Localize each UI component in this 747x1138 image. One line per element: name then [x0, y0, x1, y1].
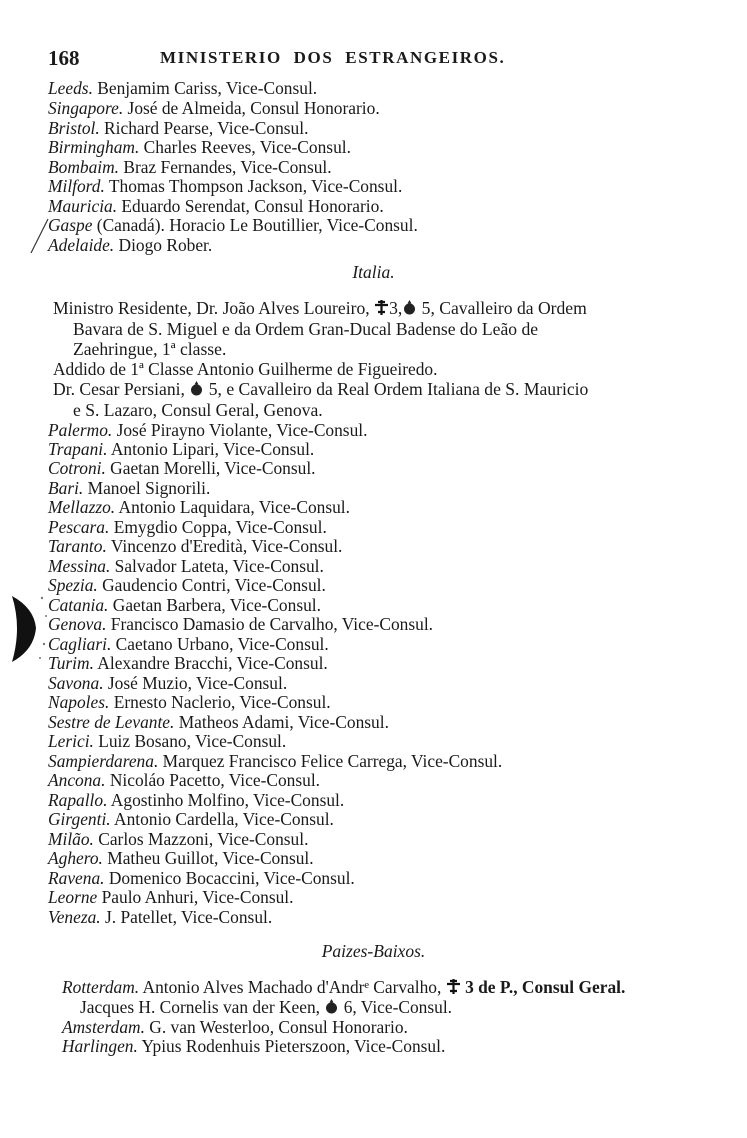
- list-item: Turim. Alexandre Bracchi, Vice-Consul.: [48, 653, 328, 673]
- list-item: Sampierdarena. Marquez Francisco Felice Carrega, Vice-Consul.: [48, 751, 503, 771]
- list-item: Palermo. José Pirayno Violante, Vice-Consul.: [48, 420, 368, 440]
- list-item: Aghero. Matheu Guillot, Vice-Consul.: [48, 848, 314, 868]
- list-item: Rapallo. Agostinho Molfino, Vice-Consul.: [48, 790, 345, 810]
- list-item: Milão. Carlos Mazzoni, Vice-Consul.: [48, 829, 309, 849]
- list-item: Rotterdam. Antonio Alves Machado d'Andrᵉ Carvalho, 3 de P., Consul Geral.: [62, 977, 626, 997]
- list-item: Birmingham. Charles Reeves, Vice-Consul.: [48, 137, 351, 157]
- list-item: Singapore. José de Almeida, Consul Honorario.: [48, 98, 380, 118]
- order-cross-icon: [446, 978, 461, 995]
- order-badge-icon: [189, 380, 204, 397]
- list-item: Leeds. Benjamim Cariss, Vice-Consul.: [48, 78, 318, 98]
- list-item: Harlingen. Ypius Rodenhuis Pieterszoon, Vice-Consul.: [62, 1036, 446, 1056]
- margin-mark-icon: [28, 217, 50, 257]
- list-item: Bari. Manoel Signorili.: [48, 478, 211, 498]
- list-item: Spezia. Gaudencio Contri, Vice-Consul.: [48, 575, 326, 595]
- order-badge-icon: [402, 299, 417, 316]
- page-header: [48, 46, 708, 74]
- list-item: Amsterdam. G. van Westerloo, Consul Honorario.: [62, 1017, 408, 1037]
- page-number: 168: [48, 46, 80, 70]
- consul-general-entry: Dr. Cesar Persiani, 5, e Cavalleiro da Real Ordem Italiana de S. Mauricio e S. Lazaro, Consul Geral, Genova.: [53, 379, 589, 420]
- list-item: Mauricia. Eduardo Serendat, Consul Honorario.: [48, 196, 384, 216]
- list-item: Jacques H. Cornelis van der Keen, 6, Vice-Consul.: [80, 997, 453, 1017]
- section-heading-paizes-baixos: Paizes-Baixos.: [321, 941, 426, 961]
- list-item: Milford. Thomas Thompson Jackson, Vice-Consul.: [48, 176, 403, 196]
- list-item: Adelaide. Diogo Rober.: [48, 235, 213, 255]
- list-item: Savona. José Muzio, Vice-Consul.: [48, 673, 288, 693]
- list-item: Ancona. Nicoláo Pacetto, Vice-Consul.: [48, 770, 321, 790]
- list-item: Lerici. Luiz Bosano, Vice-Consul.: [48, 731, 287, 751]
- section-heading-italia: Italia.: [352, 262, 395, 282]
- list-item: Napoles. Ernesto Naclerio, Vice-Consul.: [48, 692, 331, 712]
- list-item: Mellazzo. Antonio Laquidara, Vice-Consul.: [48, 497, 350, 517]
- ink-blot-icon: [4, 588, 54, 668]
- attache-entry: Addido de 1ª Classe Antonio Guilherme de Figueiredo.: [53, 359, 438, 379]
- list-item: Taranto. Vincenzo d'Eredità, Vice-Consul.: [48, 536, 343, 556]
- list-item: Trapani. Antonio Lipari, Vice-Consul.: [48, 439, 315, 459]
- list-item: Genova. Francisco Damasio de Carvalho, Vice-Consul.: [48, 614, 434, 634]
- order-cross-icon: [374, 299, 389, 316]
- list-item: Catania. Gaetan Barbera, Vice-Consul.: [48, 595, 321, 615]
- list-item: Sestre de Levante. Matheos Adami, Vice-Consul.: [48, 712, 389, 732]
- minister-entry: Ministro Residente, Dr. João Alves Loureiro, 3, 5, Cavalleiro da Ordem Bavara de S. Miguel e da Ordem Gran-Ducal Badense do Leão de Zaehringue, 1ª classe.: [53, 298, 587, 359]
- list-item: Messina. Salvador Lateta, Vice-Consul.: [48, 556, 324, 576]
- list-item: Cotroni. Gaetan Morelli, Vice-Consul.: [48, 458, 316, 478]
- list-item: Girgenti. Antonio Cardella, Vice-Consul.: [48, 809, 334, 829]
- list-item: Leorne Paulo Anhuri, Vice-Consul.: [48, 887, 294, 907]
- order-badge-icon: [324, 998, 339, 1015]
- list-item: Veneza. J. Patellet, Vice-Consul.: [48, 907, 273, 927]
- list-item: Gaspe (Canadá). Horacio Le Boutillier, Vice-Consul.: [48, 215, 418, 235]
- list-item: Ravena. Domenico Bocaccini, Vice-Consul.: [48, 868, 355, 888]
- list-item: Cagliari. Caetano Urbano, Vice-Consul.: [48, 634, 329, 654]
- list-item: Bombaim. Braz Fernandes, Vice-Consul.: [48, 157, 332, 177]
- list-item: Bristol. Richard Pearse, Vice-Consul.: [48, 118, 309, 138]
- list-item: Pescara. Emygdio Coppa, Vice-Consul.: [48, 517, 327, 537]
- running-title: MINISTERIO DOS ESTRANGEIROS.: [160, 48, 506, 67]
